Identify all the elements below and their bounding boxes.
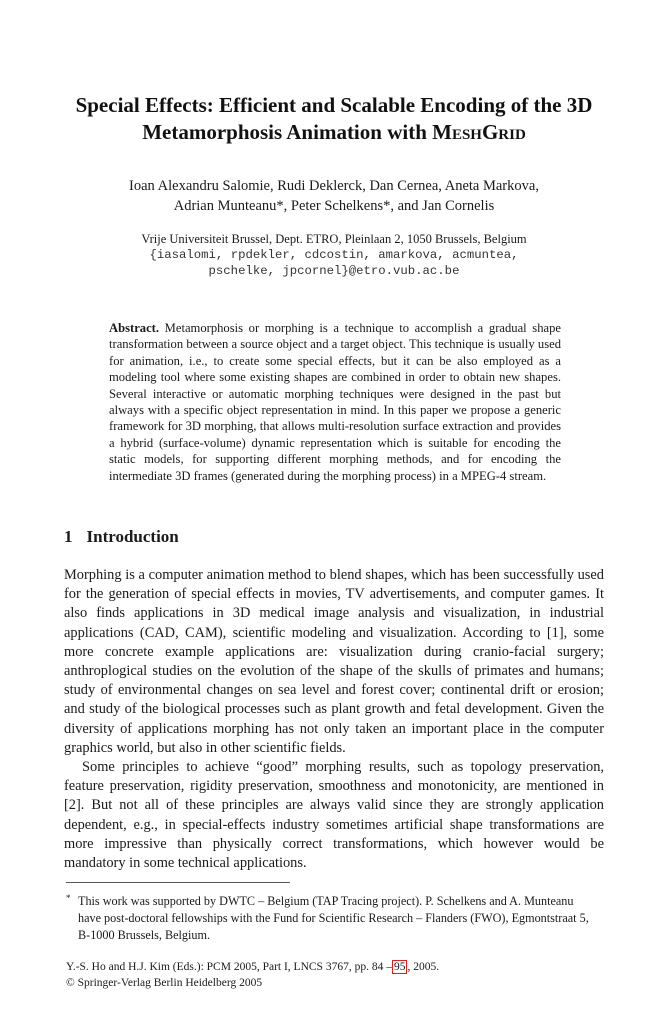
author-list [60, 176, 608, 216]
copyright: © Springer-Verlag Berlin Heidelberg 2005 [66, 976, 263, 989]
authors-line-2: Adrian Munteanu*, Peter Schelkens*, and Jan Cornelis [173, 198, 495, 214]
title-line-2-prefix: Metamorphosis Animation with [142, 120, 433, 144]
section-title: Introduction [86, 527, 179, 546]
affiliation: Vrije Universiteit Brussel, Dept. ETRO, Pleinlaan 2, 1050 Brussels, Belgium [141, 232, 527, 246]
title-line-2 [40, 119, 628, 146]
paragraph-1: Morphing is a computer animation method to blend shapes, which has been successfully used for the generation of special effects in movies, TV advertisements, and computer games. It also finds applications in 3D medical image analysis and visualization, in industrial applications (CAD, CAM), scientific modeling and visualization. According to [1], some more concrete example applications are: visualization during cranio-facial surgery; anthroplogical studies on the evolution of the shape of the skulls of primates and humans; study of environmental changes on sea level and forest cover; continental drift or erosion; and study of the biological processes such as plant growth and fetal development. Given the diversity of applications morphing has not only taken an important place in the computer graphics world, but also in other scientific fields. [64, 567, 604, 756]
abstract-text: Metamorphosis or morphing is a technique to accomplish a gradual shape transformation between a source object and a target object. This technique is usually used for animation, i.e., to create some special effects, but it can be also employed as a modeling tool where some existing shapes are combined in order to obtain new shapes. Several interactive or automatic morphing techniques were designed in the past but always with a specific object representation in mind. In this paper we propose a generic framework for 3D morphing, that allows multi-resolution surface extraction and provides a hybrid (surface-volume) dynamic representation which is suitable for encoding the static models, for supporting different morphing methods, and for encoding the intermediate 3D frames (generated during the morphing process) in a MPEG-4 stream. [109, 321, 561, 483]
footnote-divider [66, 882, 290, 883]
footnote-text: This work was supported by DWTC – Belgium (TAP Tracing project). P. Schelkens and A. Munteanu have post-doctoral fellowships with the Fund for Scientific Research – Flanders (FWO), Egmontstraat 5, B-1000 Brussels, Belgium. [78, 894, 589, 942]
emails-line-2: pschelke, jpcornel}@etro.vub.ac.be [208, 264, 460, 278]
emails-line-1: {iasalomi, rpdekler, cdcostin, amarkova, acmuntea, [149, 248, 519, 262]
citation-block [66, 960, 439, 991]
citation-line [66, 960, 439, 976]
citation-prefix: Y.-S. Ho and H.J. Kim (Eds.): PCM 2005, Part I, LNCS 3767, pp. 84 – [66, 961, 392, 973]
meshgrid-smallcaps: MeshGrid [432, 120, 526, 144]
title-line-1: Special Effects: Efficient and Scalable Encoding of the 3D [75, 93, 593, 117]
affiliation-block [60, 231, 608, 279]
section-heading [64, 527, 179, 547]
body-text [64, 566, 604, 873]
authors-line-1: Ioan Alexandru Salomie, Rudi Deklerck, Dan Cernea, Aneta Markova, [129, 178, 539, 194]
footnote-mark: * [66, 893, 71, 903]
citation-suffix: , 2005. [407, 961, 440, 973]
paragraph-2: Some principles to achieve “good” morphing results, such as topology preservation, feature preservation, rigidity preservation, smoothness and monotonicity, are mentioned in [2]. But not all of these principles are always valid since they are strongly application dependent, e.g., in special-effects industry sometimes artificial shape transformations are more impressive than physically correct transformations, which however would be mandatory in some technical applications. [64, 759, 604, 872]
abstract [109, 320, 561, 484]
paper-title [40, 92, 628, 146]
section-number: 1 [64, 527, 73, 546]
abstract-label: Abstract. [109, 321, 160, 335]
last-page-link[interactable]: 95 [393, 961, 406, 973]
footnote [66, 893, 596, 944]
